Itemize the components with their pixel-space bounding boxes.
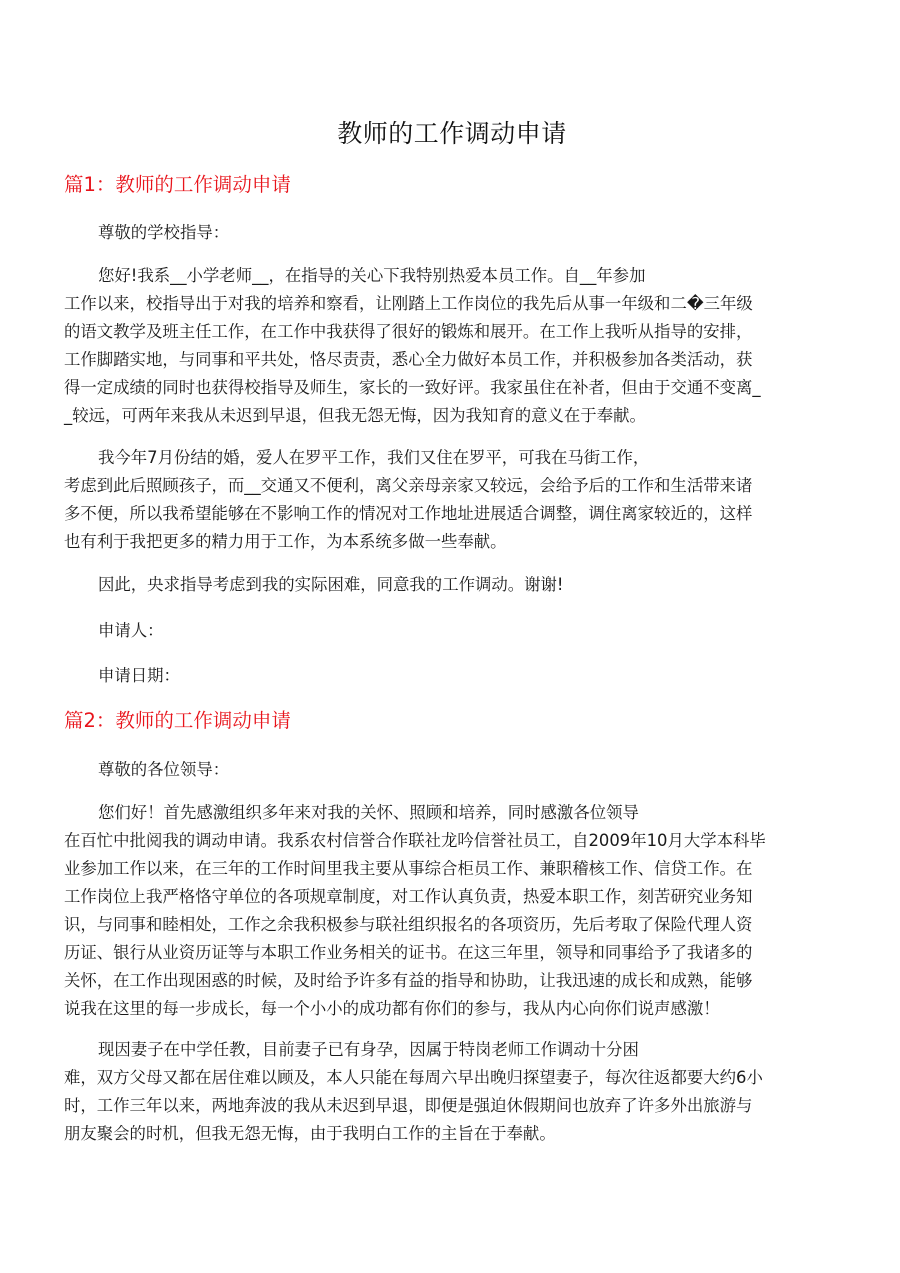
text-line: 业参加工作以来，在三年的工作时间里我主要从事综合柜员工作、兼职稽核工作、信贷工作。在 (64, 859, 753, 878)
text-line: 现因妻子在中学任教，目前妻子已有身孕，因属于特岗老师工作调动十分困 (98, 1040, 639, 1059)
section-2-paragraph-2 (64, 1036, 840, 1148)
section-1-heading: 篇1：教师的工作调动申请 (64, 173, 291, 196)
document-title: 教师的工作调动申请 (337, 119, 567, 148)
section-1-paragraph-1 (64, 262, 840, 430)
section-1-paragraph-2 (64, 444, 840, 556)
text-line: 说我在这里的每一步成长，每一个小小的成功都有你们的参与，我从内心向你们说声感激！ (64, 999, 720, 1018)
text-line: _较远，可两年来我从未迟到早退，但我无怨无悔，因为我知育的意义在于奉献。 (64, 406, 646, 425)
text-line: 您好!我系__小学老师__，在指导的关心下我特别热爱本员工作。自__年参加 (98, 266, 646, 285)
section-1-paragraph-3: 因此，央求指导考虑到我的实际困难，同意我的工作调动。谢谢! (98, 575, 564, 594)
text-line: 难，双方父母又都在居住难以顾及，本人只能在每周六早出晚归探望妻子，每次往返都要大约6小 (64, 1068, 763, 1087)
section-2-salutation: 尊敬的各位领导： (98, 760, 230, 779)
text-line: 我今年7月份结的婚，爱人在罗平工作，我们又住在罗平，可我在马街工作， (98, 448, 650, 467)
text-line: 也有利于我把更多的精力用于工作，为本系统多做一些奉献。 (64, 532, 507, 551)
text-line: 考虑到此后照顾孩子，而__交通又不便利，离父亲母亲家又较远，会给予后的工作和生活带来诸 (64, 476, 753, 495)
text-line: 关怀，在工作出现困惑的时候，及时给予许多有益的指导和协助，让我迅速的成长和成熟，能够 (64, 971, 753, 990)
text-line: 在百忙中批阅我的调动申请。我系农村信誉合作联社龙吟信誉社员工，自2009年10月大学本科毕 (64, 831, 766, 850)
text-line: 工作脚踏实地，与同事和平共处，恪尽责责，悉心全力做好本员工作，并积极参加各类活动，获 (64, 350, 753, 369)
section-2-heading: 篇2：教师的工作调动申请 (64, 709, 291, 732)
applicant-label: 申请人： (98, 621, 164, 640)
text-line: 工作岗位上我严格恪守单位的各项规章制度，对工作认真负责，热爱本职工作，刻苦研究业务知 (64, 887, 753, 906)
text-line: 多不便，所以我希望能够在不影响工作的情况对工作地址进展适合调整，调住离家较近的，这样 (64, 504, 753, 523)
text-line: 时，工作三年以来，两地奔波的我从未迟到早退，即便是强迫休假期间也放弃了许多外出旅游与 (64, 1096, 753, 1115)
text-line: 历证、银行从业资历证等与本职工作业务相关的证书。在这三年里，领导和同事给予了我诸多的 (64, 943, 753, 962)
text-line: 工作以来，校指导出于对我的培养和察看，让刚踏上工作岗位的我先后从事一年级和二�三年级 (64, 294, 753, 313)
text-line: 朋友聚会的时机，但我无怨无悔，由于我明白工作的主旨在于奉献。 (64, 1124, 556, 1143)
section-1-salutation: 尊敬的学校指导： (98, 223, 230, 242)
text-line: 的语文教学及班主任工作，在工作中我获得了很好的锻炼和展开。在工作上我听从指导的安排， (64, 322, 753, 341)
text-line: 识，与同事和睦相处，工作之余我积极参与联社组织报名的各项资历，先后考取了保险代理人资 (64, 915, 753, 934)
section-2-paragraph-1 (64, 799, 840, 1023)
application-date-label: 申请日期： (98, 666, 180, 685)
text-line: 您们好！首先感激组织多年来对我的关怀、照顾和培养，同时感激各位领导 (98, 803, 639, 822)
text-line: 得一定成绩的同时也获得校指导及师生，家长的一致好评。我家虽住在补者，但由于交通不变离_ (64, 378, 761, 397)
